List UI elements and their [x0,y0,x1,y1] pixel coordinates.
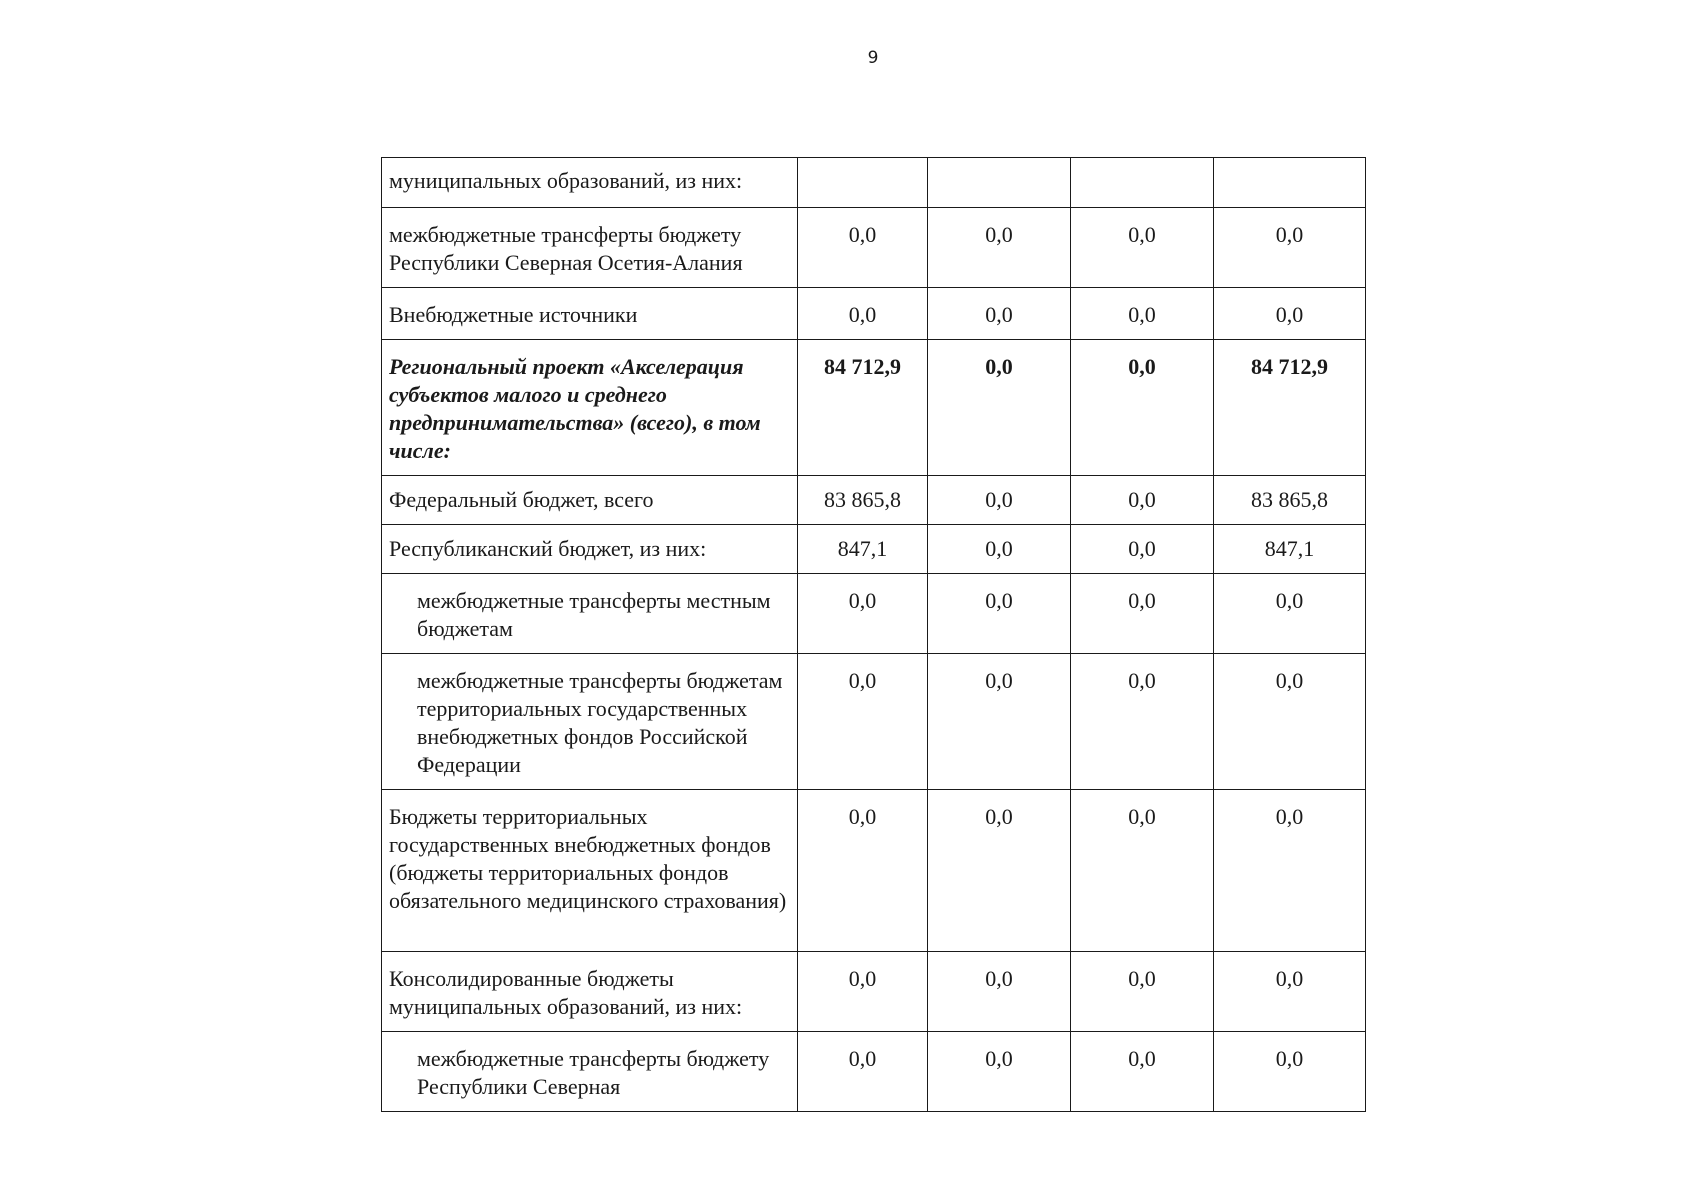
row-value: 83 865,8 [798,476,928,525]
row-label: Консолидированные бюджеты муниципальных образований, из них: [382,952,798,1032]
row-value: 0,0 [1071,288,1214,340]
row-value: 83 865,8 [1214,476,1366,525]
row-value: 0,0 [928,525,1071,574]
row-value: 0,0 [928,952,1071,1032]
row-value: 0,0 [928,476,1071,525]
row-value: 0,0 [928,208,1071,288]
row-label: Федеральный бюджет, всего [382,476,798,525]
row-label: муниципальных образований, из них: [382,158,798,208]
row-value: 0,0 [928,288,1071,340]
row-value: 0,0 [1071,476,1214,525]
table-row [382,476,1366,525]
row-value [928,158,1071,208]
row-value: 0,0 [1071,654,1214,790]
row-value: 0,0 [1214,790,1366,952]
row-value [1214,158,1366,208]
row-value: 0,0 [1071,525,1214,574]
row-label: межбюджетные трансферты местным бюджетам [382,574,798,654]
row-value: 0,0 [928,654,1071,790]
row-value: 0,0 [1214,654,1366,790]
row-value: 0,0 [798,574,928,654]
row-value: 0,0 [798,1032,928,1112]
row-label: Республиканский бюджет, из них: [382,525,798,574]
row-value: 84 712,9 [798,340,928,476]
row-value: 0,0 [798,208,928,288]
table-row [382,525,1366,574]
row-value: 0,0 [1214,574,1366,654]
table-row [382,340,1366,476]
row-value: 847,1 [798,525,928,574]
row-value: 0,0 [1214,288,1366,340]
row-value: 0,0 [1071,952,1214,1032]
row-value [1071,158,1214,208]
row-label: межбюджетные трансферты бюджету Республики Северная [382,1032,798,1112]
row-value: 0,0 [928,574,1071,654]
table-row [382,1032,1366,1112]
row-value: 847,1 [1214,525,1366,574]
row-label: межбюджетные трансферты бюджетам территориальных государственных внебюджетных фондов Российской Федерации [382,654,798,790]
page-number: 9 [867,48,879,68]
row-value: 0,0 [1214,208,1366,288]
table-row [382,574,1366,654]
row-value: 0,0 [1214,952,1366,1032]
row-value: 0,0 [1071,1032,1214,1112]
row-value: 0,0 [1071,574,1214,654]
row-value: 0,0 [798,288,928,340]
row-value: 0,0 [928,340,1071,476]
row-label: Региональный проект «Акселерация субъектов малого и среднего предпринимательства» (всего), в том числе: [382,340,798,476]
row-label: Бюджеты территориальных государственных внебюджетных фондов (бюджеты территориальных фондов обязательного медицинского страхования) [382,790,798,952]
row-value: 0,0 [1071,340,1214,476]
row-value: 0,0 [798,790,928,952]
row-value: 0,0 [1214,1032,1366,1112]
row-value: 0,0 [1071,208,1214,288]
table-row [382,288,1366,340]
table-row [382,208,1366,288]
table-row [382,790,1366,952]
row-value: 0,0 [798,654,928,790]
row-value: 0,0 [928,1032,1071,1112]
table-row [382,158,1366,208]
table-row [382,952,1366,1032]
budget-table [381,157,1366,1112]
row-value: 84 712,9 [1214,340,1366,476]
table-row [382,654,1366,790]
row-label: межбюджетные трансферты бюджету Республики Северная Осетия-Алания [382,208,798,288]
row-value: 0,0 [1071,790,1214,952]
row-label: Внебюджетные источники [382,288,798,340]
row-value: 0,0 [798,952,928,1032]
row-value: 0,0 [928,790,1071,952]
row-value [798,158,928,208]
